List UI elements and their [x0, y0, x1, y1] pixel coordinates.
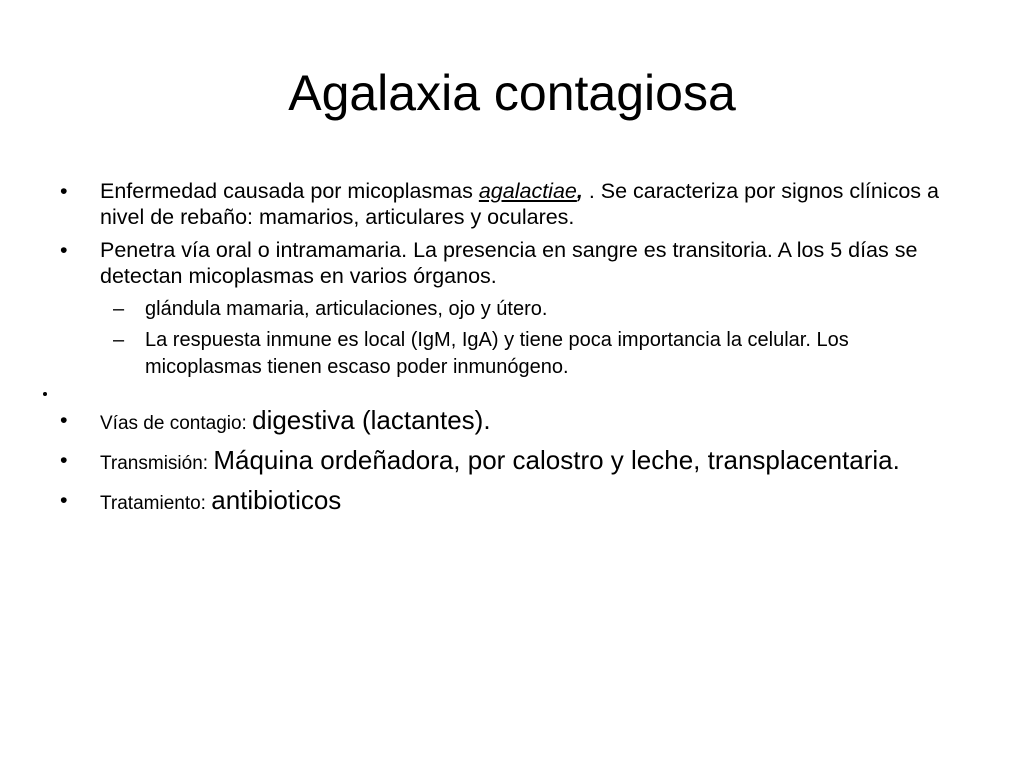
- bullet-item: [58, 445, 958, 479]
- bullet-value: Máquina ordeñadora, por calostro y leche, transplacentaria.: [213, 445, 900, 475]
- slide-title: Agalaxia contagiosa: [288, 65, 736, 121]
- emphasis-comma: ,: [576, 179, 583, 203]
- bullet-icon: •: [60, 408, 68, 432]
- emphasis-term: agalactiae: [478, 179, 577, 203]
- bullet-icon: •: [60, 179, 68, 203]
- bullet-text-continued: . Se caracteriza por signos clínicos a nivel de rebaño: mamarios, articulares y oculares.: [100, 179, 939, 229]
- dash-icon: –: [113, 298, 125, 320]
- bullet-text: Penetra vía oral o intramamaria. La presencia en sangre es transitoria. A los 5 días se detectan micoplasmas en varios órganos.: [100, 238, 918, 288]
- slide-content: [58, 178, 958, 525]
- spacer: [58, 385, 958, 405]
- bullet-icon: •: [60, 488, 68, 512]
- sub-bullet-item: [58, 296, 958, 323]
- bullet-icon: •: [60, 448, 68, 472]
- bullet-label: Vías de contagio:: [100, 413, 253, 434]
- bullet-item: [58, 178, 958, 230]
- bullet-icon: •: [60, 238, 68, 262]
- bullet-text: Enfermedad causada por micoplasmas: [100, 179, 479, 203]
- bullet-label: Tratamiento:: [100, 493, 212, 514]
- sub-bullet-text: La respuesta inmune es local (IgM, IgA) y tiene poca importancia la celular. Los micoplasmas tienen escaso poder inmunógeno.: [145, 329, 849, 378]
- bullet-value: antibioticos: [211, 485, 342, 515]
- bullet-item: [58, 485, 958, 519]
- dash-icon: –: [113, 329, 125, 351]
- bullet-item: [58, 237, 958, 289]
- bullet-item: [58, 405, 958, 439]
- sub-bullet-text: glándula mamaria, articulaciones, ojo y útero.: [145, 298, 548, 320]
- sub-bullet-item: [58, 327, 958, 381]
- bullet-label: Transmisión:: [100, 453, 214, 474]
- bullet-value: digestiva (lactantes).: [252, 405, 491, 435]
